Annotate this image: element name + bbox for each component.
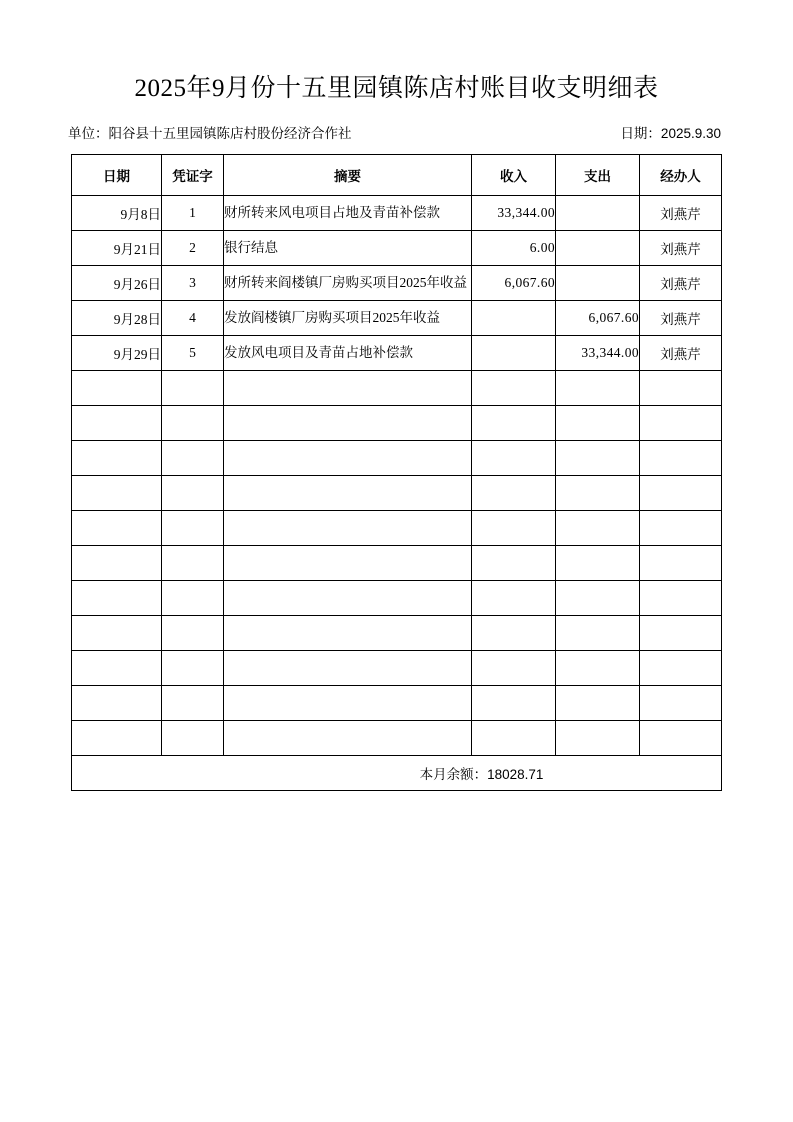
cell-income <box>472 476 556 511</box>
cell-handler <box>640 476 722 511</box>
cell-voucher <box>162 406 224 441</box>
cell-date <box>72 511 162 546</box>
cell-handler <box>640 511 722 546</box>
cell-date <box>72 406 162 441</box>
date-label: 日期：2025.9.30 <box>620 126 721 141</box>
cell-handler: 刘燕芹 <box>640 196 722 231</box>
cell-expense <box>556 266 640 301</box>
cell-income <box>472 616 556 651</box>
cell-expense <box>556 651 640 686</box>
cell-summary <box>224 686 472 721</box>
document-meta <box>68 122 721 142</box>
cell-expense <box>556 371 640 406</box>
cell-voucher <box>162 441 224 476</box>
table-row <box>72 266 722 301</box>
cell-summary <box>224 546 472 581</box>
cell-expense <box>556 686 640 721</box>
cell-voucher <box>162 511 224 546</box>
cell-handler: 刘燕芹 <box>640 231 722 266</box>
cell-voucher: 2 <box>162 231 224 266</box>
table-row-empty <box>72 511 722 546</box>
cell-income <box>472 406 556 441</box>
table-row-empty <box>72 721 722 756</box>
table-row-empty <box>72 406 722 441</box>
cell-expense <box>556 616 640 651</box>
cell-summary <box>224 476 472 511</box>
cell-summary <box>224 651 472 686</box>
unit-label: 单位：阳谷县十五里园镇陈店村股份经济合作社 <box>68 126 352 141</box>
cell-income: 6,067.60 <box>472 266 556 301</box>
cell-income <box>472 301 556 336</box>
cell-expense <box>556 441 640 476</box>
cell-voucher: 4 <box>162 301 224 336</box>
cell-income <box>472 546 556 581</box>
table-body <box>72 196 722 791</box>
column-header-date: 日期 <box>72 155 162 196</box>
cell-summary: 财所转来风电项目占地及青苗补偿款 <box>224 196 472 231</box>
cell-date <box>72 546 162 581</box>
cell-income <box>472 721 556 756</box>
cell-date: 9月26日 <box>72 266 162 301</box>
cell-summary <box>224 441 472 476</box>
cell-date <box>72 616 162 651</box>
cell-voucher <box>162 651 224 686</box>
page-title: 2025年9月份十五里园镇陈店村账目收支明细表 <box>134 75 659 102</box>
cell-expense <box>556 406 640 441</box>
cell-voucher <box>162 686 224 721</box>
ledger-table <box>71 154 722 791</box>
cell-income: 33,344.00 <box>472 196 556 231</box>
cell-handler: 刘燕芹 <box>640 266 722 301</box>
table-row-empty <box>72 651 722 686</box>
cell-summary <box>224 511 472 546</box>
cell-expense <box>556 581 640 616</box>
table-row <box>72 231 722 266</box>
table-row <box>72 301 722 336</box>
cell-voucher <box>162 721 224 756</box>
cell-expense <box>556 511 640 546</box>
column-header-income: 收入 <box>472 155 556 196</box>
table-footer-row <box>72 756 722 791</box>
cell-expense: 33,344.00 <box>556 336 640 371</box>
cell-income <box>472 686 556 721</box>
table-row <box>72 336 722 371</box>
cell-handler: 刘燕芹 <box>640 336 722 371</box>
cell-handler <box>640 651 722 686</box>
cell-income <box>472 651 556 686</box>
cell-handler <box>640 441 722 476</box>
cell-date <box>72 721 162 756</box>
table-row <box>72 196 722 231</box>
cell-handler <box>640 721 722 756</box>
monthly-balance-cell <box>72 756 722 791</box>
cell-voucher <box>162 581 224 616</box>
cell-date: 9月8日 <box>72 196 162 231</box>
cell-date: 9月29日 <box>72 336 162 371</box>
cell-expense: 6,067.60 <box>556 301 640 336</box>
cell-income <box>472 581 556 616</box>
cell-voucher <box>162 616 224 651</box>
cell-handler <box>640 616 722 651</box>
cell-date <box>72 651 162 686</box>
cell-income <box>472 371 556 406</box>
cell-summary: 发放阎楼镇厂房购买项目2025年收益 <box>224 301 472 336</box>
cell-expense <box>556 231 640 266</box>
cell-handler <box>640 406 722 441</box>
table-row-empty <box>72 686 722 721</box>
cell-voucher: 1 <box>162 196 224 231</box>
cell-handler <box>640 546 722 581</box>
cell-summary <box>224 406 472 441</box>
table-row-empty <box>72 441 722 476</box>
cell-date <box>72 441 162 476</box>
cell-income <box>472 336 556 371</box>
cell-handler <box>640 581 722 616</box>
cell-date <box>72 371 162 406</box>
cell-expense <box>556 196 640 231</box>
cell-date <box>72 686 162 721</box>
cell-voucher: 5 <box>162 336 224 371</box>
cell-voucher <box>162 476 224 511</box>
table-header-row <box>72 155 722 196</box>
cell-summary: 银行结息 <box>224 231 472 266</box>
cell-summary <box>224 581 472 616</box>
column-header-expense: 支出 <box>556 155 640 196</box>
cell-date <box>72 476 162 511</box>
table-row-empty <box>72 581 722 616</box>
table-row-empty <box>72 546 722 581</box>
cell-handler <box>640 686 722 721</box>
cell-handler: 刘燕芹 <box>640 301 722 336</box>
column-header-handler: 经办人 <box>640 155 722 196</box>
cell-summary <box>224 721 472 756</box>
cell-income <box>472 441 556 476</box>
cell-date <box>72 581 162 616</box>
cell-income: 6.00 <box>472 231 556 266</box>
column-header-summary: 摘要 <box>224 155 472 196</box>
cell-voucher: 3 <box>162 266 224 301</box>
table-row-empty <box>72 616 722 651</box>
cell-summary <box>224 371 472 406</box>
cell-summary: 财所转来阎楼镇厂房购买项目2025年收益 <box>224 266 472 301</box>
cell-income <box>472 511 556 546</box>
cell-summary: 发放风电项目及青苗占地补偿款 <box>224 336 472 371</box>
cell-voucher <box>162 371 224 406</box>
cell-summary <box>224 616 472 651</box>
cell-expense <box>556 721 640 756</box>
column-header-voucher: 凭证字 <box>162 155 224 196</box>
cell-date: 9月28日 <box>72 301 162 336</box>
monthly-balance-text: 本月余额：18028.71 <box>419 767 544 782</box>
table-row-empty <box>72 371 722 406</box>
cell-expense <box>556 546 640 581</box>
table-row-empty <box>72 476 722 511</box>
cell-date: 9月21日 <box>72 231 162 266</box>
cell-expense <box>556 476 640 511</box>
cell-handler <box>640 371 722 406</box>
cell-voucher <box>162 546 224 581</box>
